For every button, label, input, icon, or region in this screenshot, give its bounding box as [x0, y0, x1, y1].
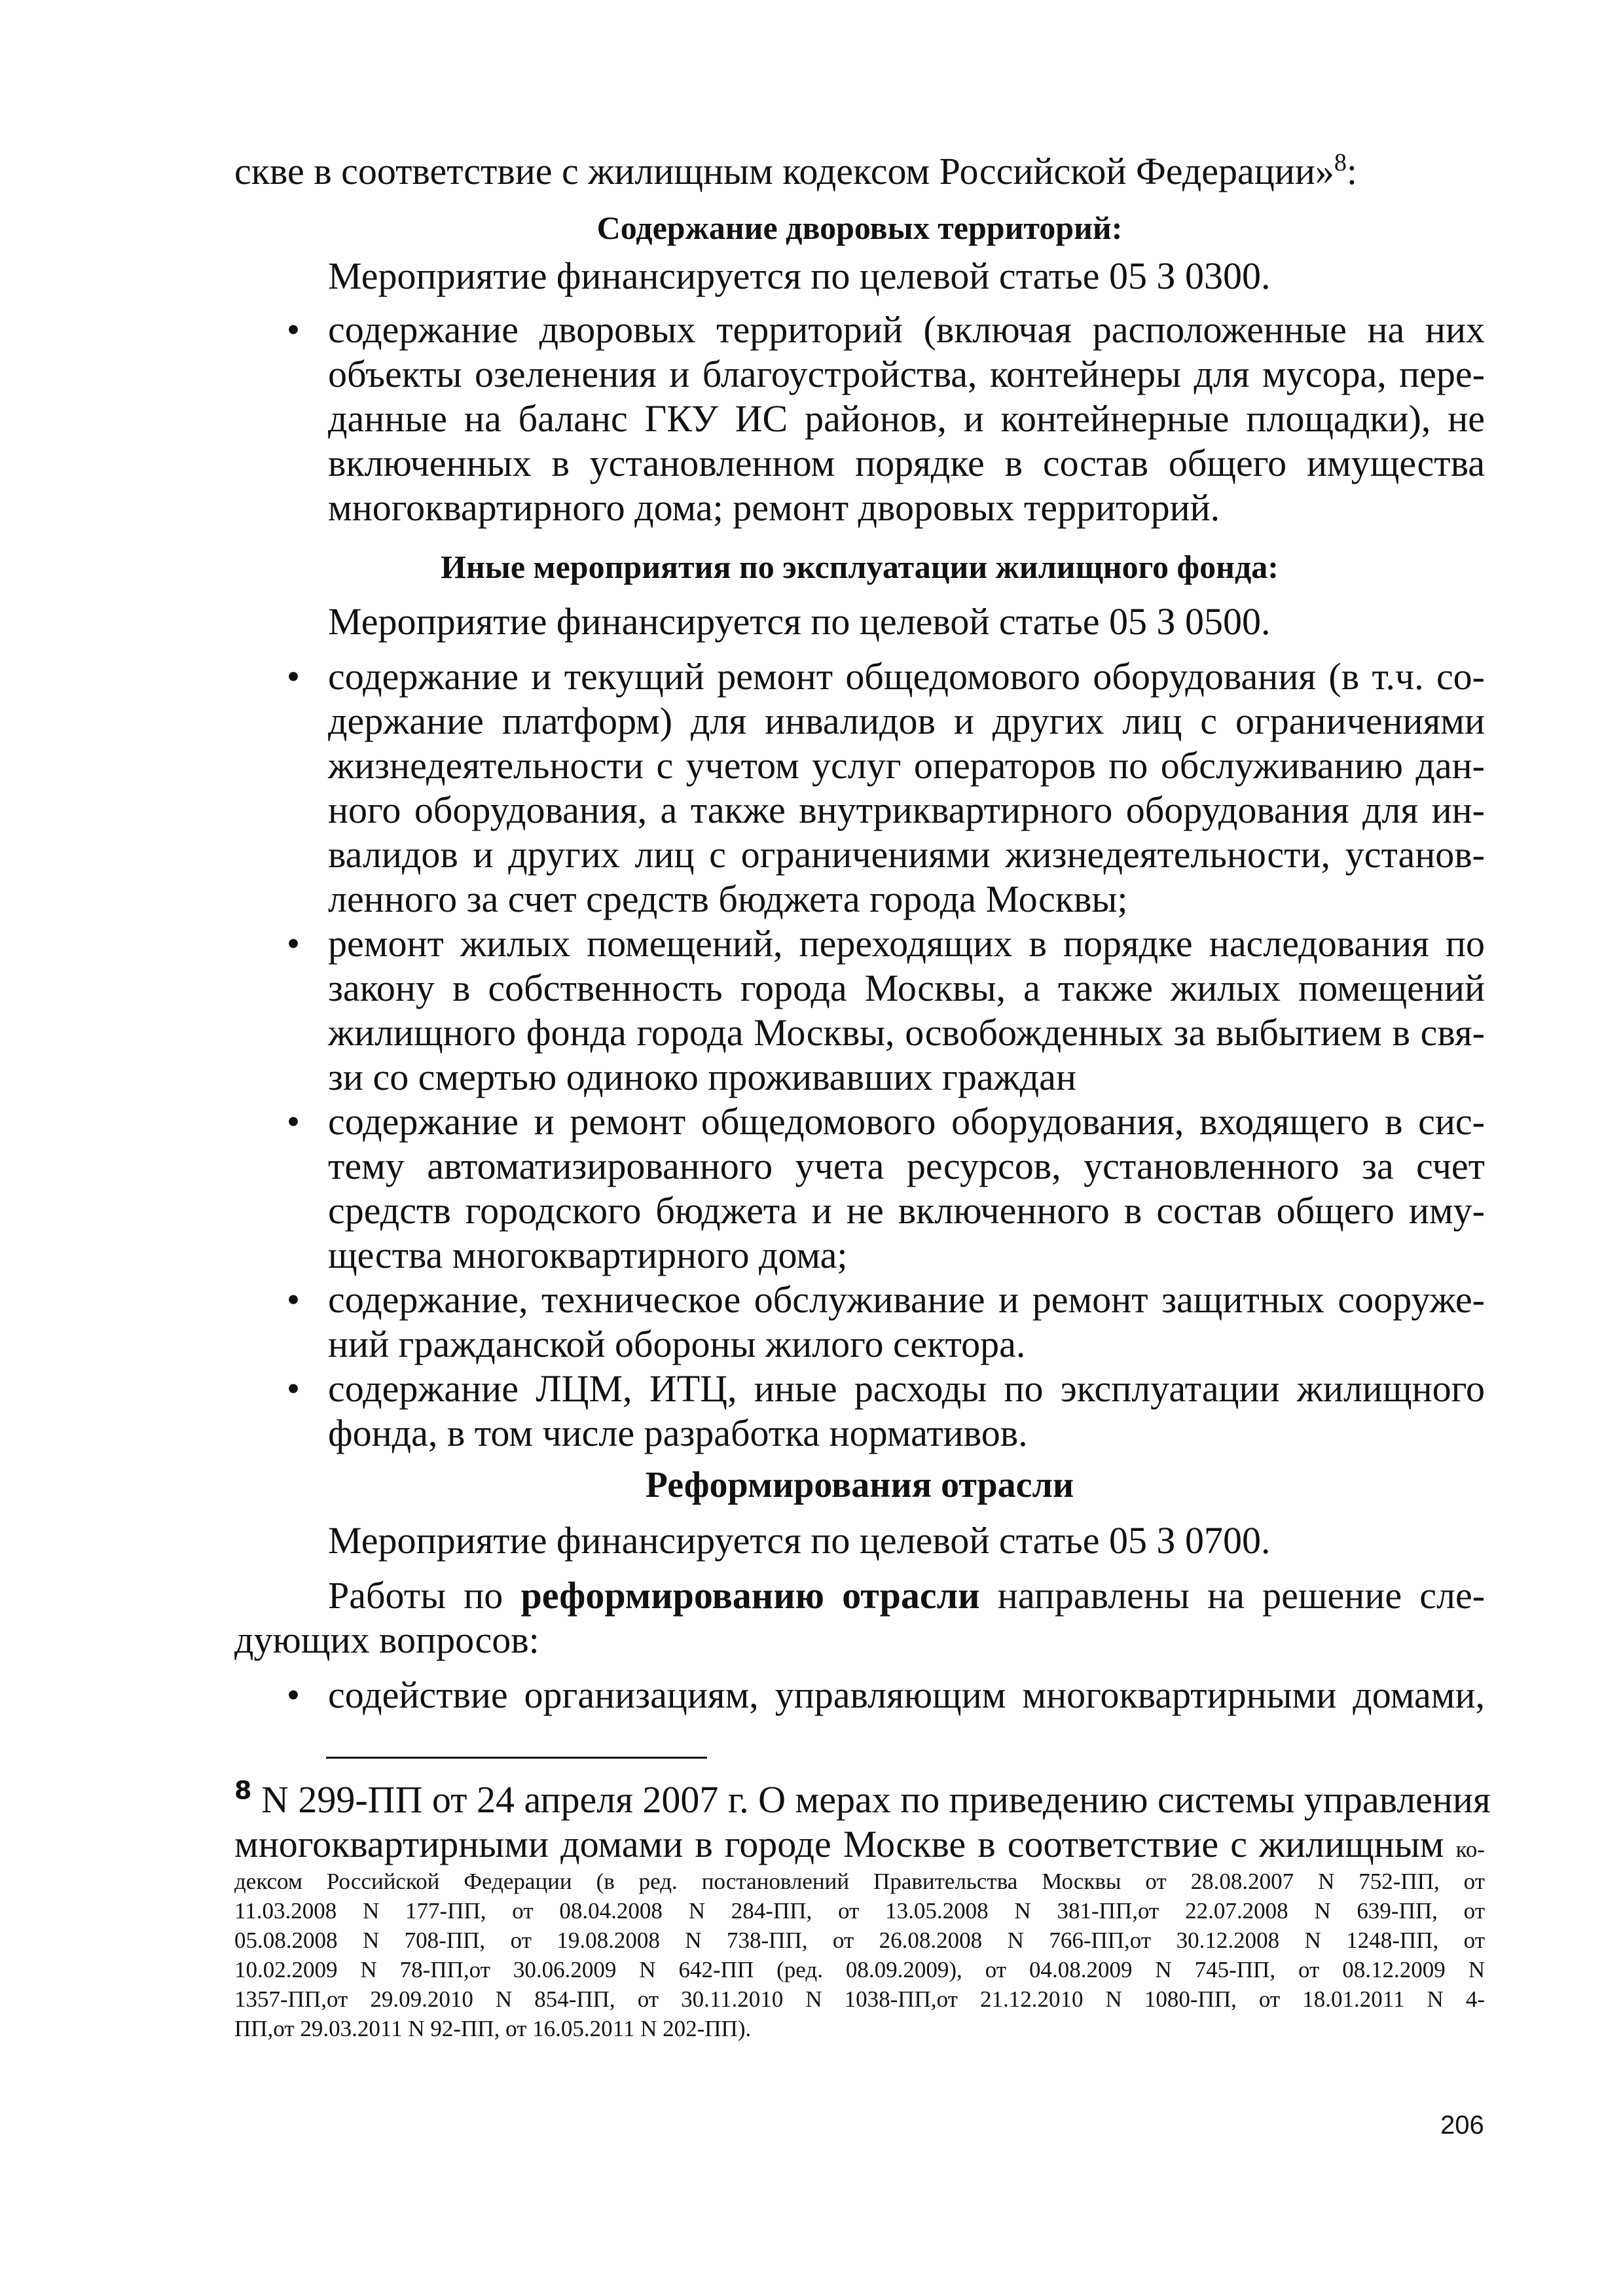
list-item-line: ленного за счет средств бюджета города Москвы; — [328, 878, 1128, 920]
page-number: 206 — [1440, 2111, 1484, 2140]
funding-line-0700: Мероприятие финансируется по целевой статье 05 З 0700. — [328, 1519, 1271, 1562]
list-item-line: щества многоквартирного дома; — [328, 1234, 848, 1276]
list-item — [234, 922, 1485, 1100]
list-item — [234, 1673, 1485, 1717]
footnote-separator — [326, 1757, 707, 1759]
list-item-line: ремонт жилых помещений, переходящих в порядке наследования по — [328, 922, 1485, 965]
funding-line-0500: Мероприятие финансируется по целевой статье 05 З 0500. — [328, 600, 1271, 643]
bullet-icon: • — [286, 1674, 301, 1716]
work-paragraph-line1 — [234, 1573, 1485, 1618]
list-item-line: содержание и текущий ремонт общедомового оборудования (в т.ч. со- — [328, 655, 1485, 698]
list-item-line: держание платформ) для инвалидов и других лиц с ограничениями — [328, 700, 1485, 742]
footnote-text: N 299-ПП от 24 апреля 2007 г. О мерах по приведению системы управления — [261, 1778, 1491, 1821]
list-item-line: многоквартирного дома; ремонт дворовых территорий. — [328, 486, 1220, 529]
footnote-line: 05.08.2008 N 708-ПП, от 19.08.2008 N 738-ПП, от 26.08.2008 N 766-ПП,от 30.12.2008 N 1248-ПП, от — [234, 1928, 1485, 1953]
footnote-text: ко- — [1455, 1837, 1485, 1862]
intro-line — [234, 149, 1485, 194]
list-item-line: зи со смертью одиноко проживавших граждан — [328, 1056, 1076, 1098]
intro-tail: : — [1346, 150, 1358, 192]
list-item-line: объекты озеленения и благоустройства, контейнеры для мусора, пере- — [328, 353, 1485, 395]
footnote-ref: 8 — [1334, 149, 1347, 177]
footnote-line: 10.02.2009 N 78-ПП,от 30.06.2009 N 642-ПП (ред. 08.09.2009), от 04.08.2009 N 745-ПП, от 08.12.2009 N — [234, 1957, 1485, 1982]
footnote-line: 1357-ПП,от 29.09.2010 N 854-ПП, от 30.11.2010 N 1038-ПП,от 21.12.2010 N 1080-ПП, от 18.01.2011 N 4- — [234, 1986, 1485, 2012]
list-item-line: включенных в установленном порядке в состав общего имущества — [328, 442, 1485, 484]
list-item — [234, 655, 1485, 922]
list-item-line: содействие организациям, управляющим многоквартирными домами, — [328, 1674, 1485, 1716]
list-item-line: валидов и других лиц с ограничениями жизнедеятельности, установ- — [328, 833, 1485, 876]
intro-text: скве в соответствие с жилищным кодексом Российской Федерации» — [234, 150, 1334, 192]
list-item — [234, 308, 1485, 530]
bullet-icon: • — [286, 308, 301, 351]
list-item-line: содержание, техническое обслуживание и ремонт защитных сооруже- — [328, 1278, 1485, 1321]
funding-line-0300: Мероприятие финансируется по целевой статье 05 З 0300. — [328, 255, 1271, 297]
work-text-bold: реформированию отрасли — [520, 1574, 980, 1617]
bullet-icon: • — [286, 922, 301, 965]
list-item-line: фонда, в том числе разработка нормативов. — [328, 1412, 1028, 1454]
footnote-line: дексом Российской Федерации (в ред. постановлений Правительства Москвы от 28.08.2007 N 752-ПП, от — [234, 1869, 1485, 1894]
list-item-line: закону в собственность города Москвы, а также жилых помещений — [328, 967, 1485, 1009]
list-item-line: жилищного фонда города Москвы, освобожденных за выбытием в свя- — [328, 1011, 1485, 1054]
list-item — [234, 1100, 1485, 1278]
bullet-icon: • — [286, 1367, 301, 1410]
list-item-line: содержание и ремонт общедомового оборудования, входящего в сис- — [328, 1100, 1485, 1143]
footnote-line — [234, 1776, 1491, 1822]
section-heading-other: Иные мероприятия по эксплуатации жилищного фонда: — [441, 548, 1279, 585]
work-text-pre: Работы по — [328, 1574, 503, 1617]
bullet-icon: • — [286, 1100, 301, 1143]
list-item-line: средств городского бюджета и не включенного в состав общего иму- — [328, 1189, 1485, 1232]
list-item-line: тему автоматизированного учета ресурсов, установленного за счет — [328, 1145, 1485, 1187]
footnote-line: ПП,от 29.03.2011 N 92-ПП, от 16.05.2011 N 202-ПП). — [234, 2016, 752, 2041]
work-text-post: направлены на решение сле- — [997, 1574, 1486, 1617]
footnote-line — [234, 1822, 1485, 1867]
footnote-mark: 8 — [234, 1776, 252, 1805]
list-item-line: ного оборудования, а также внутриквартирного оборудования для ин- — [328, 789, 1485, 831]
section-heading-reform: Реформирования отрасли — [645, 1465, 1074, 1505]
list-item-line: жизнедеятельности с учетом услуг операторов по обслуживанию дан- — [328, 744, 1485, 787]
bullet-icon: • — [286, 655, 301, 698]
work-paragraph-line2: дующих вопросов: — [234, 1619, 539, 1661]
section-heading-yard: Содержание дворовых территорий: — [596, 209, 1123, 246]
bullet-icon: • — [286, 1278, 301, 1321]
list-item — [234, 1367, 1485, 1456]
footnote — [234, 1776, 1491, 2043]
footnote-text: многоквартирными домами в городе Москве в соответствие с жилищным — [234, 1823, 1444, 1865]
list-item-line: содержание дворовых территорий (включая расположенные на них — [328, 308, 1485, 351]
list-item-line: данные на баланс ГКУ ИС районов, и контейнерные площадки), не — [328, 397, 1485, 440]
list-item-line: содержание ЛЦМ, ИТЦ, иные расходы по эксплуатации жилищного — [328, 1367, 1485, 1410]
list-item-line: ний гражданской обороны жилого сектора. — [328, 1323, 1026, 1365]
footnote-line: 11.03.2008 N 177-ПП, от 08.04.2008 N 284-ПП, от 13.05.2008 N 381-ПП,от 22.07.2008 N 639-ПП, от — [234, 1898, 1486, 1924]
list-item — [234, 1278, 1485, 1367]
